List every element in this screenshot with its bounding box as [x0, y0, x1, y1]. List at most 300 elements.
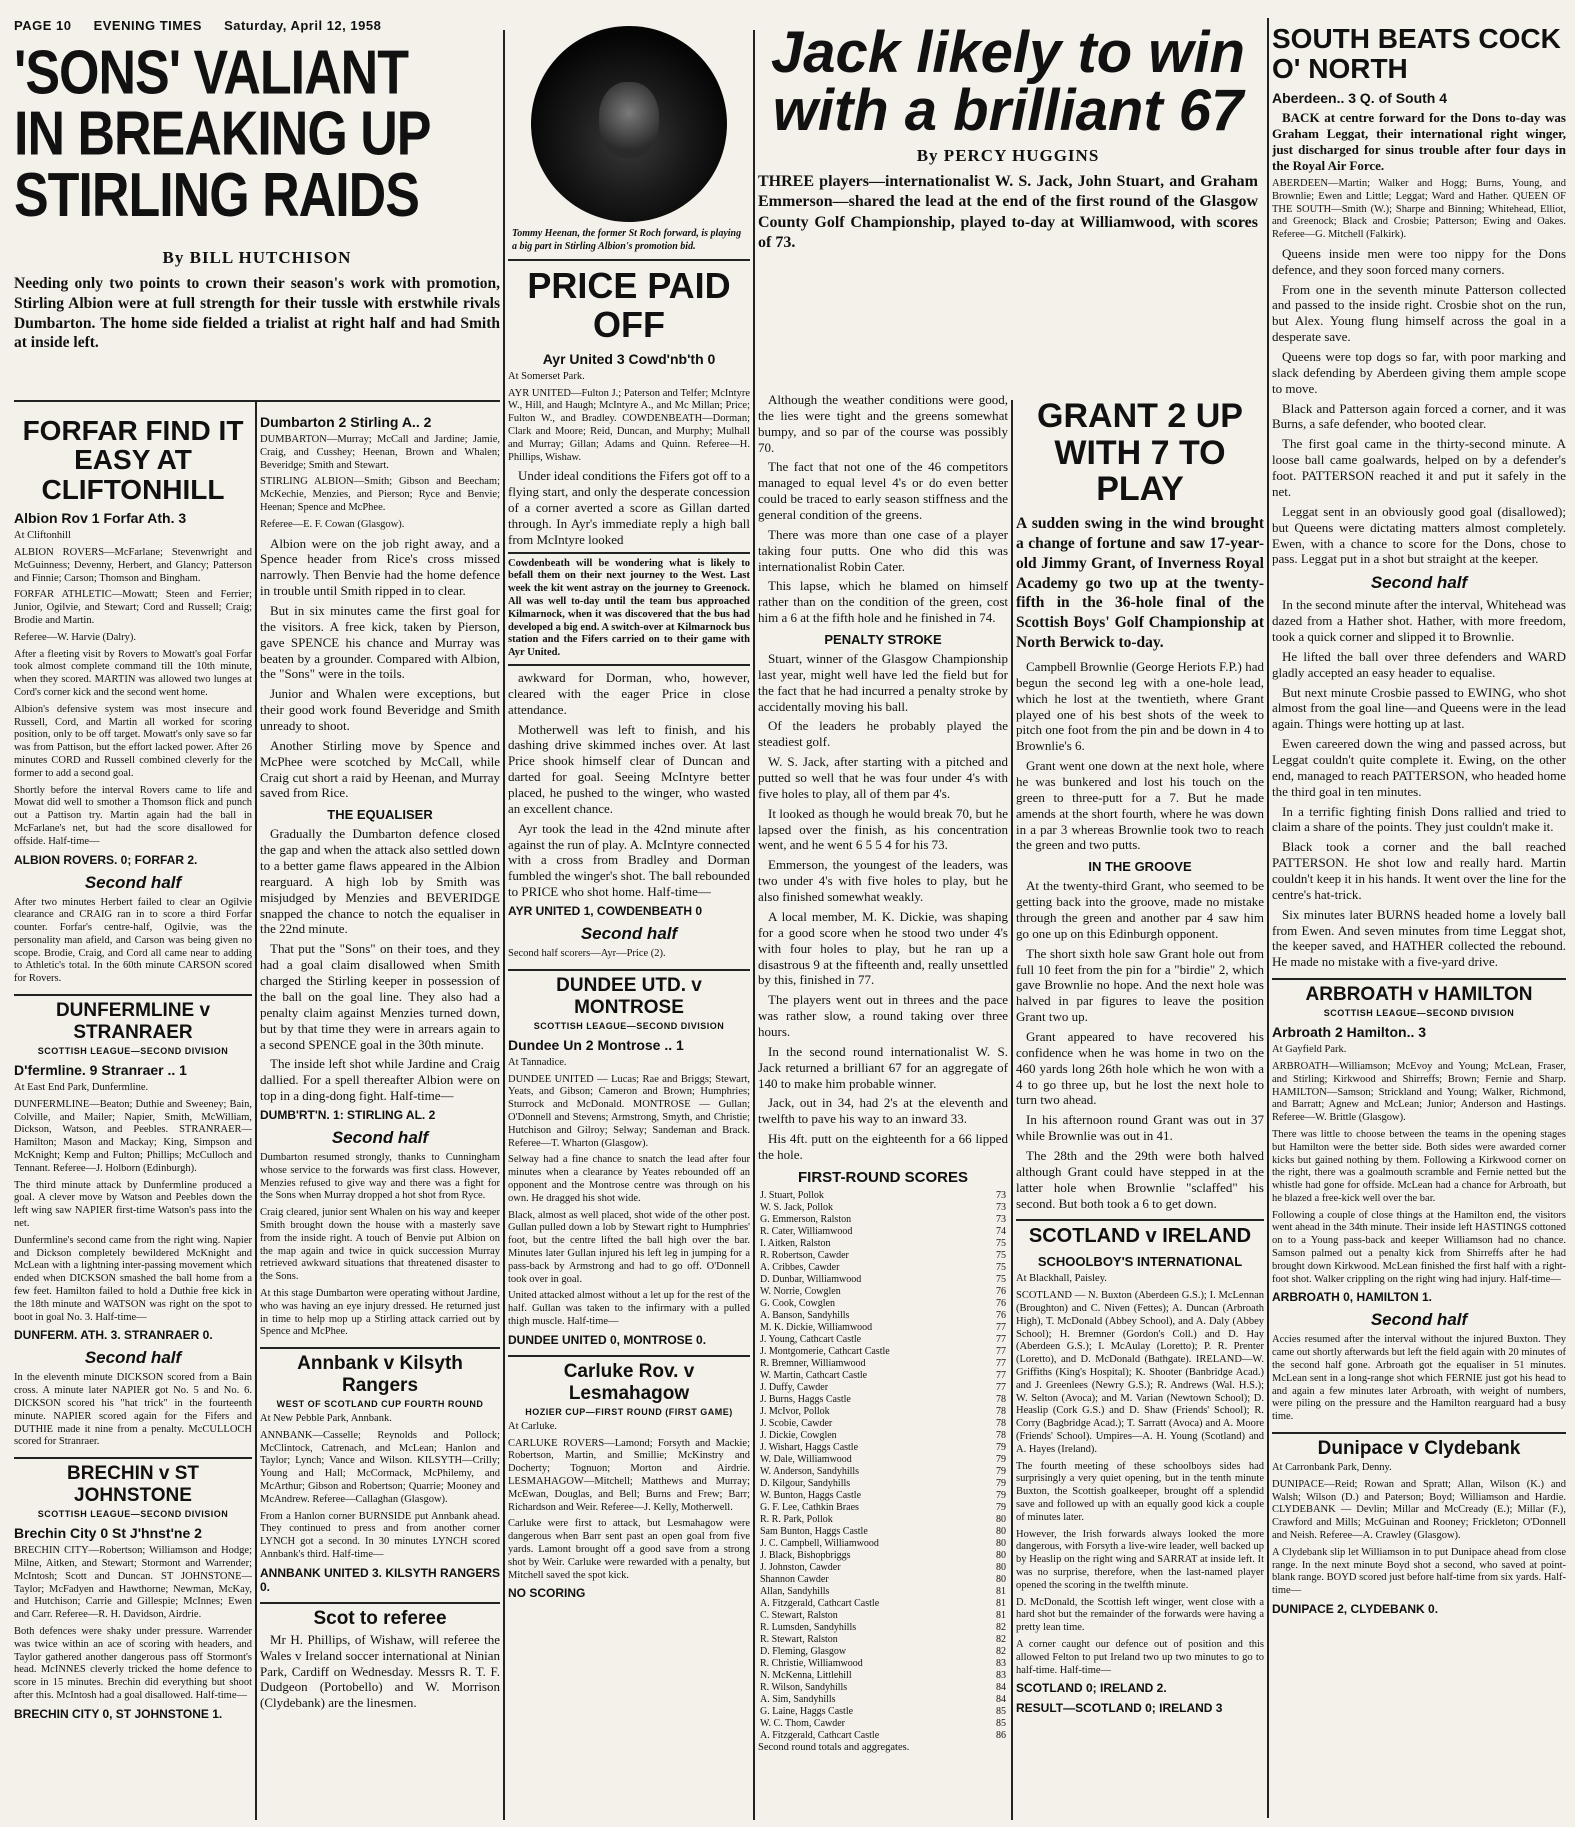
arbroath-teams: ARBROATH—Williamson; McEvoy and Young; McLean, Fraser, and Stirling; Kirkwood and Shirreffs; Brown; Fernie and Sharp. HAMILTON—Samson; Strickland and Young; Walker, Richmond, and Barratt; Agnew and McLean; Junior; Anderson and Hastings. Referee—W. Brittle (Glasgow).	[1272, 1060, 1566, 1124]
south-second-para: But next minute Crosbie passed to EWING, who shot almost from the goal line—and Queens were in the lead again. Things were hotting up at last.	[1272, 684, 1566, 732]
score-value: 80	[996, 1537, 1006, 1549]
south-para: The first goal came in the thirty-second minute. A loose ball came goalwards, helped on by a defender's foot. PATTERSON reached it and put it safely in the net.	[1272, 436, 1566, 499]
scotland-para: However, the Irish forwards always looked the more dangerous, with Forsyth a live-wire leader, well backed up by Heaslip on the right wing and SARRAT at inside left. It was no surprise, therefore, when the last-named player opened the scoring in the twelfth minute.	[1016, 1528, 1264, 1591]
jack-para: There was more than one case of a player taking four putts. One who did this was internationalist Robin Cater.	[758, 526, 1008, 574]
score-value: 73	[996, 1189, 1006, 1201]
score-row	[758, 1526, 1008, 1538]
score-value: 83	[996, 1669, 1006, 1681]
dunfermline-second-half: Second half	[84, 1348, 182, 1368]
scotland-venue: At Blackhall, Paisley.	[1016, 1273, 1107, 1285]
score-row	[758, 1670, 1008, 1682]
score-row	[758, 1514, 1008, 1526]
dundee-venue: At Tannadice.	[508, 1056, 567, 1068]
score-row	[758, 1622, 1008, 1634]
grant-para: Grant went one down at the next hole, where he was bunkered and lost his touch on the green to three-putt for a 7. But he made amends at the short fourth, where he was down in a par 3 whereas Brownlie took two to reach the green and two putts.	[1016, 758, 1264, 853]
dundee-para: Selway had a fine chance to snatch the lead after four minutes when a clearance by Yeates rebounded off an opponent and the Montrose centre was through on his own. He dragged his shot wide.	[508, 1154, 750, 1204]
score-value: 79	[996, 1489, 1006, 1501]
jack-penalty-para: His 4ft. putt on the eighteenth for a 66 lipped the hole.	[758, 1131, 1008, 1162]
scotland-para: D. McDonald, the Scottish left winger, went close with a hard shot but the remainder of the forwards were having a pretty lean time.	[1016, 1596, 1264, 1634]
jack-para: The fact that not one of the 46 competitors managed to equal level 4's or do even better could be traced to early season stiffness and the general condition of the greens.	[758, 459, 1008, 523]
sons-para: Another Stirling move by Spence and McPhee were scotched by McCall, while Craig cut short a raid by Heenan, and Murray saved from Rice.	[260, 737, 500, 801]
score-value: 76	[996, 1309, 1006, 1321]
score-player: G. Cook, Cowglen	[760, 1297, 835, 1309]
sons-team: DUMBARTON—Murray; McCall and Jardine; Jamie, Craig, and Cusshey; Heenan, Brown and Whalen; Beveridge; Smith and Stewart.	[260, 434, 500, 471]
score-player: J. Stuart, Pollok	[760, 1189, 824, 1201]
sons-equaliser-para: That put the "Sons" on their toes, and they had a goal claim disallowed when Smith charged the Stirling keeper in possession of the ball on the goal line. They also had a penalty claim against Menzies turned down, but by that time they were in arrears again to a second SPENCE goal in the 30th minute.	[260, 941, 500, 1052]
arbroath-halftime: ARBROATH 0, HAMILTON 1.	[1272, 1290, 1433, 1305]
score-player: G. Emmerson, Ralston	[760, 1213, 852, 1225]
forfar-para: Shortly before the interval Rovers came to life and Mowat did well to smother a Thomson flick and punch out a Pattison try. Martin again had the ball in McFarlane's net, but had the score disallowed for offside. Half-time—	[14, 784, 252, 847]
jack-penalty-para: Of the leaders he probably played the steadiest golf.	[758, 718, 1008, 750]
forfar-para: After a fleeting visit by Rovers to Mowatt's goal Forfar took almost complete command till the 10th minute, when they scored. MARTIN was allowed two lunges at Cord's corner kick and the second went home.	[14, 648, 252, 698]
jack-penalty-para: A local member, M. K. Dickie, was shaping for a good score when he stood two under 4's with four holes to play, but he ran up a disastrous 9 at the fifteenth and, really unsettled by this, finished in 77.	[758, 908, 1008, 988]
price-para: Under ideal conditions the Fifers got off to a flying start, and only the desperate concession of a corner averted a score as Gillan darted through. In Ayr's immediate reply a high ball from McIntyre looked	[508, 468, 750, 547]
score-player: G. F. Lee, Cathkin Braes	[760, 1501, 859, 1513]
score-row	[758, 1550, 1008, 1562]
score-player: W. Dale, Williamwood	[760, 1453, 852, 1465]
score-row	[758, 1202, 1008, 1214]
column-rule	[503, 30, 505, 1820]
grant-para: Campbell Brownlie (George Heriots F.P.) had begun the second leg with a one-hole lead, which he lost at the twentieth, where Grant played one of his best shots of the week to pitch one foot from the pin and be down in 4 to Brownlie's 6.	[1016, 658, 1264, 754]
south-second-para: In a terrific fighting finish Dons rallied and tried to claim a share of the points. They just couldn't make it.	[1272, 803, 1566, 835]
score-value: 80	[996, 1513, 1006, 1525]
price-teams: AYR UNITED—Fulton J.; Paterson and Telfer; McIntyre W., Hill, and Haugh; McIntyre A., and Mc Millan; Price; Fulton W., and Bradley. COWDENBEATH—Dorman; Clark and Moore; Reid, Duncan, and Murphy; Mulhall and Murray; Gillan; Adams and Quinn. Referee—H. Phillips, Wishaw.	[508, 387, 750, 463]
score-value: 83	[996, 1657, 1006, 1669]
score-row	[758, 1538, 1008, 1550]
price-boxed-note: Cowdenbeath will be wondering what is likely to befall them on their next journey to the West. Last week the kit went astray on the journey to Greenock. All was well to-day until the team bus approached Kilmarnock, when it was discovered that the bus had developed a big end. A switch-over at Kilmarnock bus station and the Fifers carried on to their game with Ayr United.	[508, 552, 750, 666]
score-value: 76	[996, 1285, 1006, 1297]
grant-groove-para: The 28th and the 29th were both halved although Grant could have stepped in at the latter hole when Brownlie "sclaffed" his second. But both took a 6 to get down.	[1016, 1148, 1264, 1211]
sons-para: Junior and Whalen were exceptions, but their good work found Beveridge and Smith unready to shoot.	[260, 686, 500, 734]
score-row	[758, 1574, 1008, 1586]
jack-penalty-para: Stuart, winner of the Glasgow Championship last year, might well have led the field but for the fact that he had incurred a penalty stroke by accidentally moving his ball.	[758, 651, 1008, 714]
score-row	[758, 1730, 1008, 1742]
brechin-head: BRECHIN v ST JOHNSTONE	[14, 1457, 252, 1507]
score-player: J. McIvor, Pollok	[760, 1405, 830, 1417]
score-value: 79	[996, 1465, 1006, 1477]
score-player: W. S. Jack, Pollok	[760, 1201, 833, 1213]
grant-groove-para: In his afternoon round Grant was out in 37 while Brownlie was out in 41.	[1016, 1112, 1264, 1144]
score-row	[758, 1502, 1008, 1514]
sons-headline: 'SONS' VALIANT IN BREAKING UP STIRLING RAIDS	[14, 38, 430, 231]
arbroath-venue: At Gayfield Park.	[1272, 1044, 1347, 1056]
score-player: J. Burns, Haggs Castle	[760, 1393, 851, 1405]
score-row	[758, 1718, 1008, 1730]
page-number: PAGE 10	[14, 18, 72, 33]
score-row	[758, 1490, 1008, 1502]
score-player: J. Montgomerie, Cathcart Castle	[760, 1345, 890, 1357]
score-row	[758, 1562, 1008, 1574]
carluke-venue: At Carluke.	[508, 1420, 557, 1432]
column-5	[1016, 392, 1264, 1821]
column-6	[1272, 18, 1566, 1821]
south-para: Queens inside men were too nippy for the Dons defence, and they soon forced many corners.	[1272, 245, 1566, 277]
sons-referee: Referee—E. F. Cowan (Glasgow).	[260, 518, 405, 530]
score-value: 82	[996, 1633, 1006, 1645]
score-row	[758, 1322, 1008, 1334]
score-player: W. Bunton, Haggs Castle	[760, 1489, 862, 1501]
score-player: G. Laine, Haggs Castle	[760, 1705, 854, 1717]
score-row	[758, 1298, 1008, 1310]
column-3	[508, 18, 750, 1821]
dunipace-teams: DUNIPACE—Reid; Rowan and Spratt; Allan, Wilson (K.) and Walsh; Wilson (D.) and Paterson; Boyd; Williamson and Hardie. CLYDEBANK — Devlin; Millar and McCready (E.); Millar (F.), Crawford and Mills; McGuinan and Rooney; Frickleton; O'Donnell and Neish. Referee—A. Crawley (Glasgow).	[1272, 1478, 1566, 1542]
dundee-head: DUNDEE UTD. v MONTROSE	[508, 969, 750, 1019]
score-player: W. C. Thom, Cawder	[760, 1717, 845, 1729]
dunfermline-halftime: DUNFERM. ATH. 3. STRANRAER 0.	[14, 1328, 213, 1343]
jack-scores-tail: Second round totals and aggregates.	[758, 1741, 910, 1753]
south-second-para: Six minutes later BURNS headed home a lovely ball from Ewen. And seven minutes from time Leggat shot, the keeper saved, and HATHER collected the rebound. He made no mistake with a five-yard drive.	[1272, 906, 1566, 970]
south-teams: ABERDEEN—Martin; Walker and Hogg; Burns, Young, and Brownlie; Ewen and Little; Leggat; Ward and Hather. QUEEN OF THE SOUTH—Smith (W.); Sharpe and Binning; Whitehead, Elliot, and Greenock; Black and Crosbie; Patterson; Ewing and Oakes. Referee—G. Mitchell (Falkirk).	[1272, 177, 1566, 241]
score-row	[758, 1226, 1008, 1238]
score-player: D. Fleming, Glasgow	[760, 1645, 847, 1657]
score-value: 84	[996, 1681, 1006, 1693]
jack-byline: By PERCY HUGGINS	[916, 146, 1100, 165]
section-rule	[508, 259, 750, 261]
score-player: J. Wishart, Haggs Castle	[760, 1441, 859, 1453]
score-value: 78	[996, 1429, 1006, 1441]
brechin-score: Brechin City 0 St J'hnst'ne 2	[14, 1525, 202, 1542]
score-value: 77	[996, 1321, 1006, 1333]
score-row	[758, 1310, 1008, 1322]
score-value: 75	[996, 1273, 1006, 1285]
dundee-league: SCOTTISH LEAGUE—SECOND DIVISION	[533, 1020, 725, 1031]
score-row	[758, 1442, 1008, 1454]
scotland-head: SCOTLAND v IRELAND	[1016, 1219, 1264, 1248]
score-value: 82	[996, 1645, 1006, 1657]
score-row	[758, 1250, 1008, 1262]
score-row	[758, 1634, 1008, 1646]
score-value: 78	[996, 1405, 1006, 1417]
dundee-para: United attacked almost without a let up for the rest of the half. Gullan was taken to the infirmary with a pulled thigh muscle. Half-time—	[508, 1290, 750, 1327]
score-value: 82	[996, 1621, 1006, 1633]
south-para: Leggat sent in an obviously good goal (disallowed); but Queens were dictating matters almost completely. Ewen, with a chance to score for the Dons, chose to pass. Leggat put in a shot but straight at the keeper.	[1272, 503, 1566, 567]
south-second-para: He lifted the ball over three defenders and WARD gladly accepted an easy header to equalise.	[1272, 648, 1566, 680]
carluke-teams: CARLUKE ROVERS—Lamond; Forsyth and Mackie; Robertson, Martin, and Smillie; McKinstry and Docherty; Tognuon; Morton and Airdrie. LESMAHAGOW—Mitchell; Matthews and Murray; McEwan, Douglas, and Bell; Burns and Frew; Barr; Richardson and Weir. Referee—J. Kelly, Motherwell.	[508, 1437, 750, 1513]
dunfermline-para: Dunfermline's second came from the right wing. Napier and Dickson completely bewildered McKnight and McLean with a lightning inter-passing movement which ended when DICKSON smashed the ball home from a few feet. Hamilton failed to hold a Duthie free kick in the 18th minute and WATSON was right on the spot to boot in goal No. 3. Half-time—	[14, 1234, 252, 1323]
score-row	[758, 1466, 1008, 1478]
south-lead: BACK at centre forward for the Dons to-day was Graham Leggat, their international right winger, just discharged for sinus trouble after four days in the Royal Air Force.	[1272, 110, 1566, 174]
sons-lead: Needing only two points to crown their season's work with promotion, Stirling Albion were at full strength for their tussle with erstwhile rivals Dumbarton. The home side fielded a trialist at right half and had Smith at inside left.	[14, 274, 500, 352]
brechin-league: SCOTTISH LEAGUE—SECOND DIVISION	[37, 1509, 229, 1520]
grant-lead: A sudden swing in the wind brought a change of fortune and saw 17-year-old Jimmy Grant, of Inverness Royal Academy go two up at the twenty-fifth in the 36-hole final of the Scottish Boys' Golf Championship at North Berwick to-day.	[1016, 515, 1264, 652]
scores-table	[758, 1190, 1008, 1742]
score-row	[758, 1274, 1008, 1286]
jack-para: This lapse, which he blamed on himself rather than on the condition of the green, cost him a 6 at the fifth hole and he finished in 74.	[758, 578, 1008, 626]
jack-lead: THREE players—internationalist W. S. Jack, John Stuart, and Graham Emmerson—shared the lead at the end of the first round of the Glasgow County Golf Championship, played to-day at Williamwood, with scores of 73.	[758, 173, 1258, 252]
score-value: 73	[996, 1213, 1006, 1225]
carluke-tail: NO SCORING	[508, 1586, 586, 1601]
score-player: Shannon Cawder	[760, 1573, 829, 1585]
score-value: 81	[996, 1609, 1006, 1621]
score-row	[758, 1190, 1008, 1202]
score-value: 77	[996, 1369, 1006, 1381]
score-value: 76	[996, 1297, 1006, 1309]
score-value: 80	[996, 1573, 1006, 1585]
carluke-head: Carluke Rov. v Lesmahagow	[508, 1355, 750, 1405]
score-row	[758, 1706, 1008, 1718]
jack-penalty-para: In the second round internationalist W. S. Jack returned a brilliant 67 for an aggregate of 140 to make him probable winner.	[758, 1043, 1008, 1091]
score-value: 85	[996, 1717, 1006, 1729]
score-row	[758, 1418, 1008, 1430]
score-player: W. Martin, Cathcart Castle	[760, 1369, 868, 1381]
price-score: Ayr United 3 Cowd'nb'th 0	[542, 350, 716, 367]
south-para: Queens were top dogs so far, with poor marking and slack defending by Aberdeen giving them ample scope to move.	[1272, 349, 1566, 396]
arbroath-second: Accies resumed after the interval without the injured Buxton. They came out shortly afterwards but left the field again with 20 minutes of the second half gone. Arbroath got the equaliser in 51 minutes. McLean sent in a long-range shot which FERNIE just got his head to and again a few minutes later Arbroath, with weight of numbers, were piling on the pressure and the Hamilton rearguard had a busy time.	[1272, 1334, 1566, 1423]
price-para: awkward for Dorman, who, however, cleared with the eager Price in close attendance.	[508, 670, 750, 717]
south-second-para: Black took a corner and the ball reached PATTERSON. He shot low and really hard. Martin couldn't keep it in his hands. It went over the line for the centre's hat-trick.	[1272, 839, 1566, 902]
forfar-team: ALBION ROVERS—McFarlane; Stevenwright and McGuinness; Devenny, Herbert, and Glancy; Patterson and Finnie; Carson; Thomson and Bingham.	[14, 546, 252, 584]
price-para: Motherwell was left to finish, and his dashing drive skimmed inches over. At last Price shook himself clear of Duncan and darted for goal. Seeing McIntyre better placed, he pushed to the winger, who wasted an excellent chance.	[508, 721, 750, 816]
score-player: A. Banson, Sandyhills	[760, 1309, 850, 1321]
annbank-league: WEST OF SCOTLAND CUP FOURTH ROUND	[276, 1399, 484, 1410]
dundee-score: Dundee Un 2 Montrose .. 1	[508, 1036, 684, 1053]
score-row	[758, 1598, 1008, 1610]
dundee-teams: DUNDEE UNITED — Lucas; Rae and Briggs; Stewart, Yeats, and Gibson; Cameron and Brown; Humphries; Sturrock and McDonald. MONTROSE — Gullan; O'Donnell and Stevens; Armstrong, Smyth, and Christie; Hutchison and Gilroy; Selway; Sandeman and Brack. Referee—T. Wharton (Glasgow).	[508, 1073, 750, 1149]
column-rule	[1011, 400, 1013, 1820]
annbank-halftime: ANNBANK UNITED 3. KILSYTH RANGERS 0.	[260, 1565, 500, 1594]
score-player: D. Kilgour, Sandyhills	[760, 1477, 851, 1489]
jack-penalty-head: PENALTY STROKE	[824, 632, 942, 648]
dunfermline-league: SCOTTISH LEAGUE—SECOND DIVISION	[37, 1046, 229, 1057]
dunipace-para: A Clydebank slip let Williamson in to put Dunipace ahead from close range. In the next minute Boyd shot a second, who saved at point-blank range. BOYD scored just before half-time from six yards. Half-time—	[1272, 1546, 1566, 1597]
price-para: Ayr took the lead in the 42nd minute after against the run of play. A. McIntyre connected with a cross from Bradley and Dorman fumbled the winger's shot. The ball rebounded to PRICE who shot home. Half-time—	[508, 820, 750, 900]
masthead	[14, 18, 500, 33]
jack-para: Although the weather conditions were good, the lies were tight and the greens somewhat bumpy, and so par of the course was possibly 70.	[758, 392, 1008, 455]
score-row	[758, 1214, 1008, 1226]
dunfermline-para: The third minute attack by Dunfermline produced a goal. A clever move by Watson and Peebles down the left wing saw NAPIER first-time Watson's pass into the net.	[14, 1179, 252, 1230]
scotland-para: The fourth meeting of these schoolboys sides had surprisingly a very quiet opening, but in the tenth minute Buxton, the Scottish goalkeeper, brought off a splendid save and followed up with an equally good kick a couple of minutes later.	[1016, 1460, 1264, 1523]
price-second-half: Second half	[580, 924, 678, 944]
score-value: 85	[996, 1705, 1006, 1717]
score-value: 79	[996, 1453, 1006, 1465]
issue-date: Saturday, April 12, 1958	[224, 18, 382, 33]
score-player: A. Fitzgerald, Cathcart Castle	[760, 1729, 880, 1741]
forfar-para: Albion's defensive system was most insecure and Russell, Cord, and Martin all worked for scoring position, only to be off target. Mowatt's only save so far was from Pattison, but the effort lacked power. After 26 minutes CORD and Russell combined cleverly for the former to add a second goal.	[14, 703, 252, 779]
arbroath-head: ARBROATH v HAMILTON	[1272, 978, 1566, 1006]
sons-second-para: At this stage Dumbarton were operating without Jardine, who was having an eye injury dressed. He returned just in time to help mop up a Stirling attack carried out by Spence and McPhee.	[260, 1287, 500, 1338]
score-player: M. K. Dickie, Williamwood	[760, 1321, 873, 1333]
annbank-teams: ANNBANK—Casselle; Reynolds and Pollock; McClintock, Catrenach, and McLean; Hanlon and Taylor; Lynch; Vance and Wilson. KILSYTH—Crilly; Young and Hall; McCormack, McPhilemy, and McArthur; Gibson and Robertson; Quarrie; Mooney and McAndrew. Referee—Callaghan (Glasgow).	[260, 1429, 500, 1505]
scotland-result: RESULT—SCOTLAND 0; IRELAND 3	[1016, 1701, 1223, 1716]
score-player: I. Aitken, Ralston	[760, 1237, 831, 1249]
south-second-half: Second half	[1370, 573, 1468, 593]
grant-groove-para: Grant appeared to have recovered his confidence when he was home in two on the 460 yards long 26th hole which he won with a 4 to go three up, but he lost the next hole to turn two ahead.	[1016, 1029, 1264, 1108]
sons-second-para: Craig cleared, junior sent Whalen on his way and keeper Smith brought down the house with a masterly save from the inside right. A touch of Benvie put Albion on the map again and twice in quick succession Murray retrieved awkward situations that threatened disaster to the Sons.	[260, 1207, 500, 1283]
score-player: W. Anderson, Sandyhills	[760, 1465, 860, 1477]
score-value: 80	[996, 1561, 1006, 1573]
score-player: R. Stewart, Ralston	[760, 1633, 838, 1645]
dunfermline-venue: At East End Park, Dunfermline.	[14, 1082, 149, 1094]
grant-groove-para: The short sixth hole saw Grant hole out from full 10 feet from the pin for a "birdie" 2, which gave Brownlie no hope. And the next hole was halved in par figures to leave the position Grant two up.	[1016, 945, 1264, 1025]
score-row	[758, 1286, 1008, 1298]
grant-groove-para: At the twenty-third Grant, who seemed to be getting back into the groove, made no mistake through the green and another par 4 saw him go one up on this Edinburgh opponent.	[1016, 878, 1264, 941]
score-player: N. McKenna, Littlehill	[760, 1669, 852, 1681]
sons-second-half: Second half	[331, 1127, 429, 1147]
score-player: J. Black, Bishopbriggs	[760, 1549, 851, 1561]
south-second-para: In the second minute after the interval, Whitehead was dazed from a Hather shot. Hather, with more freedom, took a quick corner and slipped it to Brownlie.	[1272, 597, 1566, 644]
score-player: J. Duffy, Cawder	[760, 1381, 829, 1393]
scotland-halftime: SCOTLAND 0; IRELAND 2.	[1016, 1681, 1167, 1696]
annbank-venue: At New Pebble Park, Annbank.	[260, 1413, 392, 1425]
sons-team: STIRLING ALBION—Smith; Gibson and Beecham; McKechie, Menzies, and Pierson; Ryce and Benvie; Heenan; Spence and McPhee.	[260, 476, 500, 513]
sons-equaliser-para: The inside left shot while Jardine and Craig dallied. For a spell thereafter Albion were on top in a ding-dong fight. Half-time—	[260, 1056, 500, 1104]
forfar-referee: Referee—W. Harvie (Dalry).	[14, 631, 137, 643]
score-row	[758, 1454, 1008, 1466]
arbroath-para: There was little to choose between the teams in the opening stages but Hamilton were the better side. Both sides were awarded corner kicks but gained nothing by them. Following a Kirkwood corner on the right, there was a goalmouth scramble and Fernie netted but the whistle had gone for offside. McLean had a chance for Arbroath, but he blazed a free-kick well over the bar.	[1272, 1128, 1566, 1204]
south-para: Black and Patterson again forced a corner, and it was Burns, a safe defender, who booted clear.	[1272, 400, 1566, 432]
player-face	[599, 82, 659, 158]
column-4	[758, 392, 1008, 1821]
score-value: 81	[996, 1585, 1006, 1597]
south-headline: SOUTH BEATS COCK O' NORTH	[1272, 23, 1561, 85]
score-player: R. Robertson, Cawder	[760, 1249, 849, 1261]
score-row	[758, 1646, 1008, 1658]
score-player: R. Bremner, Williamwood	[760, 1357, 866, 1369]
arbroath-second-half: Second half	[1370, 1310, 1468, 1330]
jack-scores-head: FIRST-ROUND SCORES	[797, 1168, 968, 1186]
score-value: 86	[996, 1729, 1006, 1741]
forfar-score: Albion Rov 1 Forfar Ath. 3	[14, 510, 187, 527]
referee-para: Mr H. Phillips, of Wishaw, will referee the Wales v Ireland soccer international at Ninian Park, Cardiff on Wednesday. Messrs R. T. F. Dudgeon (Portobello) and W. Morrison (Clydebank) are the linesmen.	[260, 1631, 500, 1711]
score-row	[758, 1358, 1008, 1370]
referee-head: Scot to referee	[260, 1602, 500, 1630]
score-row	[758, 1394, 1008, 1406]
score-value: 75	[996, 1261, 1006, 1273]
score-player: J. Scobie, Cawder	[760, 1417, 833, 1429]
score-value: 84	[996, 1693, 1006, 1705]
dunipace-halftime: DUNIPACE 2, CLYDEBANK 0.	[1272, 1602, 1439, 1617]
scotland-para: A corner caught our defence out of position and this allowed Felton to put Ireland two up two minutes to go to half-time. Half-time—	[1016, 1638, 1264, 1676]
jack-penalty-para: Emmerson, the youngest of the leaders, was two under 4's with five holes to play, but he also finished somewhat weakly.	[758, 857, 1008, 905]
sons-equaliser-para: Gradually the Dumbarton defence closed the gap and when the attack also settled down to a better game flaws appeared in the Albion rearguard. A high lob by Smith was misjudged by Menzies and BEVERIDGE snapped the chance to notch the equaliser in the 22nd minute.	[260, 826, 500, 937]
score-value: 73	[996, 1201, 1006, 1213]
score-value: 75	[996, 1249, 1006, 1261]
score-value: 80	[996, 1549, 1006, 1561]
score-value: 77	[996, 1333, 1006, 1345]
score-player: A. Sim, Sandyhills	[760, 1693, 836, 1705]
dunfermline-teams: DUNFERMLINE—Beaton; Duthie and Sweeney; Bain, Colville, and Mailer; Napier, Smith, McWilliam, Dickson, Watson, and Peebles. STRANRAER—Hamilton; Mason and Mackay; King, Simpson and McKnight; Kemp and Fulton; Phillips; McCulloch and Tennant. Referee—J. Holborn (Edinburgh).	[14, 1098, 252, 1174]
jack-penalty-para: It looked as though he would break 70, but he lapsed over the finish, as his concentration went, and he went 6 5 5 4 for his 73.	[758, 805, 1008, 853]
carluke-league: HOZIER CUP—FIRST ROUND (FIRST GAME)	[525, 1406, 733, 1417]
score-player: A. Fitzgerald, Cathcart Castle	[760, 1597, 880, 1609]
dunfermline-head: DUNFERMLINE v STRANRAER	[14, 994, 252, 1044]
score-row	[758, 1430, 1008, 1442]
score-player: Allan, Sandyhills	[760, 1585, 830, 1597]
score-value: 77	[996, 1345, 1006, 1357]
score-row	[758, 1478, 1008, 1490]
score-player: J. C. Campbell, Williamwood	[760, 1537, 879, 1549]
column-rule	[255, 400, 257, 1820]
brechin-halftime: BRECHIN CITY 0, ST JOHNSTONE 1.	[14, 1706, 223, 1721]
score-row	[758, 1694, 1008, 1706]
grant-groove-head: IN THE GROOVE	[1088, 859, 1192, 875]
south-score: Aberdeen.. 3 Q. of South 4	[1272, 90, 1448, 107]
column-1	[14, 408, 252, 1821]
section-rule	[14, 400, 500, 402]
forfar-second-half: Second half	[84, 872, 182, 892]
dunipace-head: Dunipace v Clydebank	[1272, 1432, 1566, 1460]
sons-halftime: DUMB'RT'N. 1: STIRLING AL. 2	[260, 1107, 436, 1122]
south-para: From one in the seventh minute Patterson collected and passed to the inside right. Crosbie shot on the run, but Alex. Young flung himself across the goal in a desperate save.	[1272, 281, 1566, 345]
paper-name: EVENING TIMES	[93, 18, 202, 33]
score-player: J. Young, Cathcart Castle	[760, 1333, 862, 1345]
jack-penalty-para: W. S. Jack, after starting with a pitched and putted so well that he was four under 4's with five holes to play, all of them par 4's.	[758, 754, 1008, 801]
arbroath-para: Following a couple of close things at the Hamilton end, the visitors went ahead in the 34th minute. Their inside left HASTINGS cottoned on to a Young pass-back and keeper Williamson had no chance. Samson palmed out a penalty kick from Shirreffs after he had brought down Kirkwood. McLean finished the first half with a right-foot shot. Walker crippling on the right wing had injury. Half-time—	[1272, 1209, 1566, 1285]
sons-equaliser-head: THE EQUALISER	[327, 807, 433, 823]
brechin-teams: BRECHIN CITY—Robertson; Williamson and Hodge; Milne, Aitken, and Stewart; Stormont and Warrender; McIntosh; Scott and Duncan. ST JOHNSTONE—Taylor; McFadyen and Hawthorne; Newman, McKay, and Hutchison; Carrie and Gillespie; McInnes; Ewen and Carr. Referee—R. H. Davidson, Airdrie.	[14, 1545, 252, 1621]
jack-headline: Jack likely to win with a brilliant 67	[771, 20, 1245, 143]
score-value: 75	[996, 1237, 1006, 1249]
score-value: 80	[996, 1525, 1006, 1537]
scotland-sub: SCHOOLBOY'S INTERNATIONAL	[1037, 1254, 1243, 1270]
annbank-head: Annbank v Kilsyth Rangers	[260, 1347, 500, 1397]
score-row	[758, 1334, 1008, 1346]
player-photo	[531, 26, 727, 222]
photo-caption: Tommy Heenan, the former St Roch forward, is playing a big part in Stirling Albion's promotion bid.	[512, 228, 742, 252]
score-value: 79	[996, 1441, 1006, 1453]
sons-score: Dumbarton 2 Stirling A.. 2	[260, 414, 432, 430]
score-player: R. R. Park, Pollok	[760, 1513, 833, 1525]
score-row	[758, 1610, 1008, 1622]
score-row	[758, 1238, 1008, 1250]
score-row	[758, 1262, 1008, 1274]
score-value: 74	[996, 1225, 1006, 1237]
score-player: Sam Bunton, Haggs Castle	[760, 1525, 868, 1537]
forfar-halftime: ALBION ROVERS. 0; FORFAR 2.	[14, 852, 198, 867]
score-row	[758, 1382, 1008, 1394]
score-player: R. Christie, Williamwood	[760, 1657, 863, 1669]
score-row	[758, 1682, 1008, 1694]
price-headline: PRICE PAID OFF	[527, 265, 731, 345]
score-player: J. Johnston, Cawder	[760, 1561, 841, 1573]
score-player: R. Wilson, Sandyhills	[760, 1681, 848, 1693]
dunipace-venue: At Carronbank Park, Denny.	[1272, 1462, 1392, 1474]
score-row	[758, 1370, 1008, 1382]
score-value: 78	[996, 1393, 1006, 1405]
forfar-headline: FORFAR FIND IT EASY AT CLIFTONHILL	[22, 415, 244, 505]
score-player: J. Dickie, Cowglen	[760, 1429, 837, 1441]
price-second: Second half scorers—Ayr—Price (2).	[508, 948, 666, 960]
dunfermline-score: D'fermline. 9 Stranraer .. 1	[14, 1062, 187, 1079]
score-value: 78	[996, 1417, 1006, 1429]
arbroath-league: SCOTTISH LEAGUE—SECOND DIVISION	[1323, 1008, 1515, 1019]
score-player: A. Cribbes, Cawder	[760, 1261, 840, 1273]
dundee-para: Black, almost as well placed, shot wide of the other post. Gullan pulled down a lob by Stewart right to Humphries' foot, but the centre lifted the ball high over the bar. Minutes later Gullan injured his left leg in jumping for a pass-back by Armstrong and had to go off. O'Donnell took over in goal.	[508, 1209, 750, 1285]
sons-byline: By BILL HUTCHISON	[162, 247, 352, 267]
forfar-venue: At Cliftonhill	[14, 530, 71, 542]
forfar-second: After two minutes Herbert failed to clear an Ogilvie clearance and CRAIG ran in to score a third Forfar counter. Forfar's centre-half, Ogilvie, was the personality man afield, and Carson was being given no scope. Brodie, Craig, and Cord all came near to adding to Athletic's total. In the 60th minute CARSON scored for Rovers.	[14, 896, 252, 985]
south-second-para: Ewen careered down the wing and passed across, but Leggat couldn't quite complete it. Ewing, on the other end, managed to reach PATTERSON, who headed home the third goal in ten minutes.	[1272, 736, 1566, 799]
score-value: 77	[996, 1381, 1006, 1393]
sons-para: But in six minutes came the first goal for the visitors. A free kick, taken by Pierson, gave SPENCE his chance and Murray was beaten by a grounder. Compared with Albion, the "Sons" were in the toils.	[260, 603, 500, 682]
score-row	[758, 1586, 1008, 1598]
column-2	[260, 408, 500, 1821]
brechin-para: Both defences were shaky under pressure. Warrender was twice within an ace of scoring with headers, and Taylor gathered another dangerous pass off Stormont's head. McINNES cleverly tricked the home defence to score in 15 minutes. Brechin did everything but shoot after this. McIntosh had a goal disallowed. Half-time—	[14, 1625, 252, 1701]
score-player: R. Lumsden, Sandyhills	[760, 1621, 857, 1633]
score-row	[758, 1406, 1008, 1418]
sons-second-para: Dumbarton resumed strongly, thanks to Cunningham whose service to the forwards was first class. However, Menzies refused to give way and there was a fight for the Sons when Murray dropped a hot shot from Ryce.	[260, 1151, 500, 1202]
price-venue: At Somerset Park.	[508, 370, 585, 382]
score-value: 81	[996, 1597, 1006, 1609]
score-player: W. Norrie, Cowglen	[760, 1285, 841, 1297]
score-player: R. Cater, Williamwood	[760, 1225, 853, 1237]
price-halftime: AYR UNITED 1, COWDENBEATH 0	[508, 904, 703, 919]
score-player: C. Stewart, Ralston	[760, 1609, 838, 1621]
score-row	[758, 1658, 1008, 1670]
score-row	[758, 1346, 1008, 1358]
score-value: 79	[996, 1477, 1006, 1489]
column-rule	[1267, 18, 1269, 1818]
